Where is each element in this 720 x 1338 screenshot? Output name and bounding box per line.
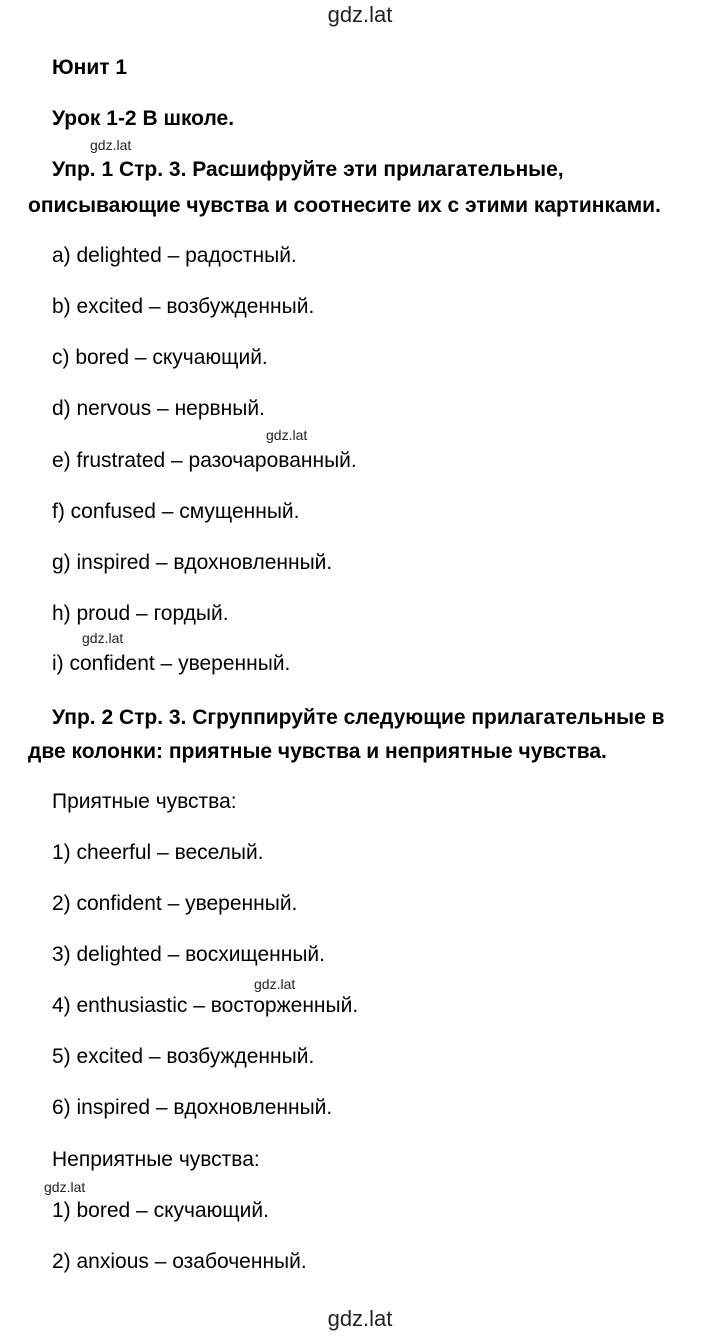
watermark-top: gdz.lat (327, 2, 393, 27)
list-item: 6) inspired – вдохновленный. (52, 1096, 333, 1119)
list-item: 1) cheerful – веселый. (52, 841, 264, 864)
watermark-small: gdz.lat (254, 976, 296, 992)
watermark-small: gdz.lat (90, 137, 132, 153)
negative-label: Неприятные чувства: (52, 1148, 260, 1171)
list-item: 2) confident – уверенный. (52, 892, 298, 915)
unit-title: Юнит 1 (52, 56, 128, 79)
list-item: 2) anxious – озабоченный. (52, 1250, 307, 1273)
watermark-small: gdz.lat (82, 630, 124, 646)
ex2-heading-line1: Упр. 2 Стр. 3. Сгруппируйте следующие прилагательные в (52, 706, 665, 729)
list-item: i) confident – уверенный. (52, 652, 291, 675)
watermark-small: gdz.lat (44, 1179, 86, 1195)
list-item: 1) bored – скучающий. (52, 1199, 269, 1222)
list-item: 3) delighted – восхищенный. (52, 943, 325, 966)
list-item: b) excited – возбужденный. (52, 295, 315, 318)
list-item: c) bored – скучающий. (52, 346, 268, 369)
watermark-small: gdz.lat (266, 427, 308, 443)
list-item: h) proud – гордый. (52, 602, 229, 625)
ex1-heading-line2: описывающие чувства и соотнесите их с этими картинками. (28, 194, 661, 217)
lesson-title: Урок 1-2 В школе. (52, 107, 235, 130)
list-item: 5) excited – возбужденный. (52, 1045, 315, 1068)
ex1-heading-line1: Упр. 1 Стр. 3. Расшифруйте эти прилагательные, (52, 158, 564, 181)
list-item: e) frustrated – разочарованный. (52, 449, 357, 472)
list-item: d) nervous – нервный. (52, 397, 265, 420)
ex2-heading-line2: две колонки: приятные чувства и неприятные чувства. (28, 740, 607, 763)
list-item: f) confused – смущенный. (52, 500, 300, 523)
list-item: g) inspired – вдохновленный. (52, 551, 333, 574)
list-item: 4) enthusiastic – восторженный. (52, 994, 359, 1017)
positive-label: Приятные чувства: (52, 790, 237, 813)
list-item: a) delighted – радостный. (52, 244, 297, 267)
watermark-bottom: gdz.lat (327, 1306, 393, 1331)
